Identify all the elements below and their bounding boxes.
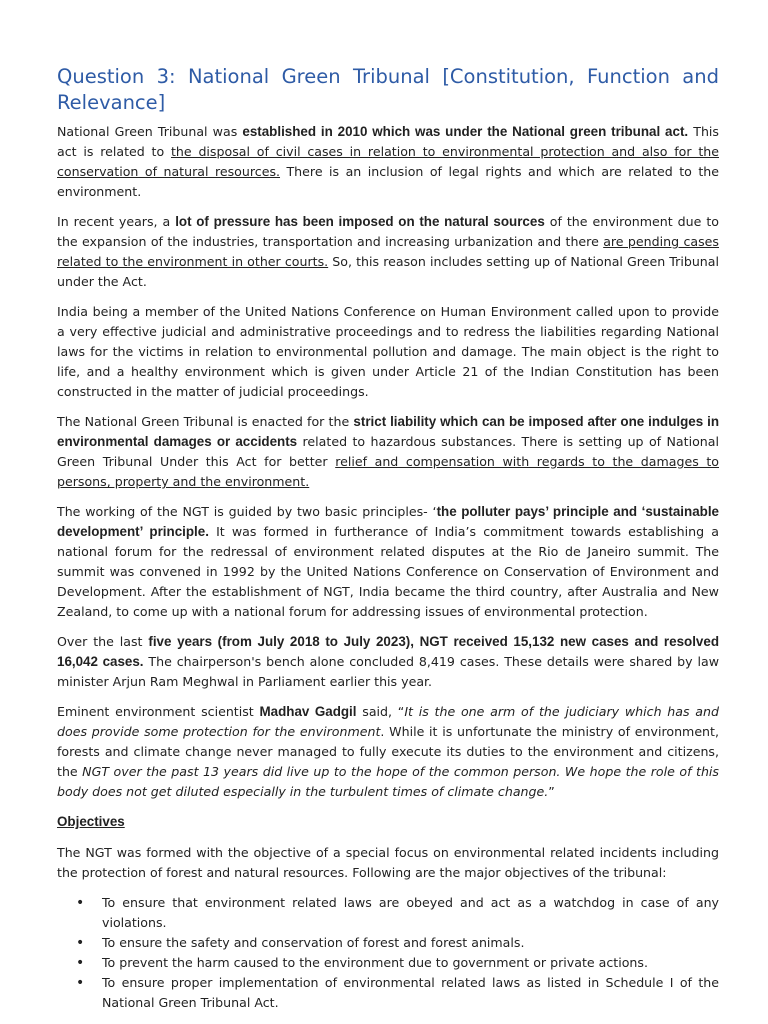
underlined-text: relief and compensation with regards to the damages to persons, property and the environment. (57, 454, 719, 489)
page-title: Question 3: National Green Tribunal [Constitution, Function and Relevance] (57, 65, 719, 114)
list-item-text: To ensure the safety and conservation of forest and forest animals. (102, 935, 525, 950)
list-item-text: To ensure proper implementation of environmental related laws as listed in Schedule I of the National Green Tribunal Act. (102, 975, 719, 1010)
bold-text: lot of pressure has been imposed on the natural sources (175, 214, 545, 229)
document-body (57, 64, 719, 1013)
list-item-text: To ensure that environment related laws are obeyed and act as a watchdog in case of any violations. (102, 895, 719, 930)
section-heading-objectives (57, 812, 719, 833)
paragraph-objectives-intro (57, 843, 719, 883)
list-item-text: To prevent the harm caused to the environment due to government or private actions. (102, 955, 648, 970)
text: ” (548, 784, 555, 799)
paragraph-gadgil-quote (57, 702, 719, 802)
text: said, “ (356, 704, 405, 719)
text: . While it is unfortunate the ministry of environment, forests and climate change never managed to fully execute its duties to the environment and citizens, the (57, 724, 719, 779)
text: In recent years, a (57, 214, 176, 229)
paragraph-case-stats (57, 632, 719, 692)
paragraph-principles (57, 502, 719, 622)
paragraph-establishment (57, 122, 719, 202)
bullet-icon: • (76, 935, 85, 951)
heading-text: Objectives (57, 814, 125, 829)
italic-text: It is the one arm of the judiciary which has and does provide some protection for the environment (57, 704, 720, 739)
text: Over the last (57, 634, 149, 649)
list-item (57, 933, 719, 953)
list-item (57, 893, 719, 933)
objectives-list (57, 893, 719, 1013)
text: of the environment due to the expansion of the industries, transportation and increasing urbanization and there (57, 214, 720, 249)
underlined-text: are pending cases related to the environment in other courts. (57, 234, 719, 269)
underlined-text: the disposal of civil cases in relation to environmental protection and also for the conservation of natural resources. (57, 144, 719, 179)
text: This act is related to (57, 124, 719, 159)
text: India being a member of the United Nations Conference on Human Environment called upon to provide a very effective judicial and administrative proceedings and to redress the liabilities regarding National laws for the victims in relation to environmental pollution and damage. The main object is the right to life, and a healthy environment which is given under Article 21 of the Indian Constitution has been constructed in the matter of judicial proceedings. (57, 304, 719, 399)
bold-text: Madhav Gadgil (259, 704, 357, 719)
text: So, this reason includes setting up of National Green Tribunal under the Act. (57, 254, 719, 289)
bold-text: strict liability which can be imposed after one indulges in environmental damages or accidents (57, 414, 719, 449)
text: Eminent environment scientist (57, 704, 260, 719)
paragraph-strict-liability (57, 412, 719, 492)
text: The working of the NGT is guided by two basic principles- ‘ (57, 504, 437, 519)
bold-text: established in 2010 which was under the National green tribunal act. (242, 124, 689, 139)
italic-text: NGT over the past 13 years did live up to the hope of the common person. We hope the role of this body does not get diluted especially in the turbulent times of climate change. (57, 764, 719, 799)
text: The chairperson's bench alone concluded 8,419 cases. These details were shared by law minister Arjun Ram Meghwal in Parliament earlier this year. (57, 654, 719, 689)
text: National Green Tribunal was (57, 124, 243, 139)
list-item (57, 973, 719, 1013)
text: It was formed in furtherance of India’s commitment towards establishing a national forum for the redressal of environment related disputes at the Rio de Janeiro summit. The summit was convened in 1992 by the United Nations Conference on Conservation of Environment and Development. After the establishment of NGT, India became the third country, after Australia and New Zealand, to come up with a national forum for addressing issues of environmental protection. (57, 524, 719, 619)
list-item (57, 953, 719, 973)
text: There is an inclusion of legal rights and which are related to the environment. (57, 164, 720, 199)
paragraph-pressure (57, 212, 719, 292)
text: The National Green Tribunal is enacted for the (57, 414, 354, 429)
bullet-icon: • (76, 895, 85, 911)
bold-text: five years (from July 2018 to July 2023), NGT received 15,132 new cases and resolved 16,042 cases. (57, 634, 720, 669)
bullet-icon: • (76, 975, 85, 991)
bold-text: the polluter pays’ principle and ‘sustainable development’ principle. (57, 504, 720, 539)
text: The NGT was formed with the objective of a special focus on environmental related incidents including the protection of forest and natural resources. Following are the major objectives of the tribunal: (57, 845, 719, 880)
paragraph-un-conference (57, 302, 719, 402)
bullet-icon: • (76, 955, 85, 971)
text: related to hazardous substances. There is setting up of National Green Tribunal Under this Act for better (57, 434, 719, 469)
